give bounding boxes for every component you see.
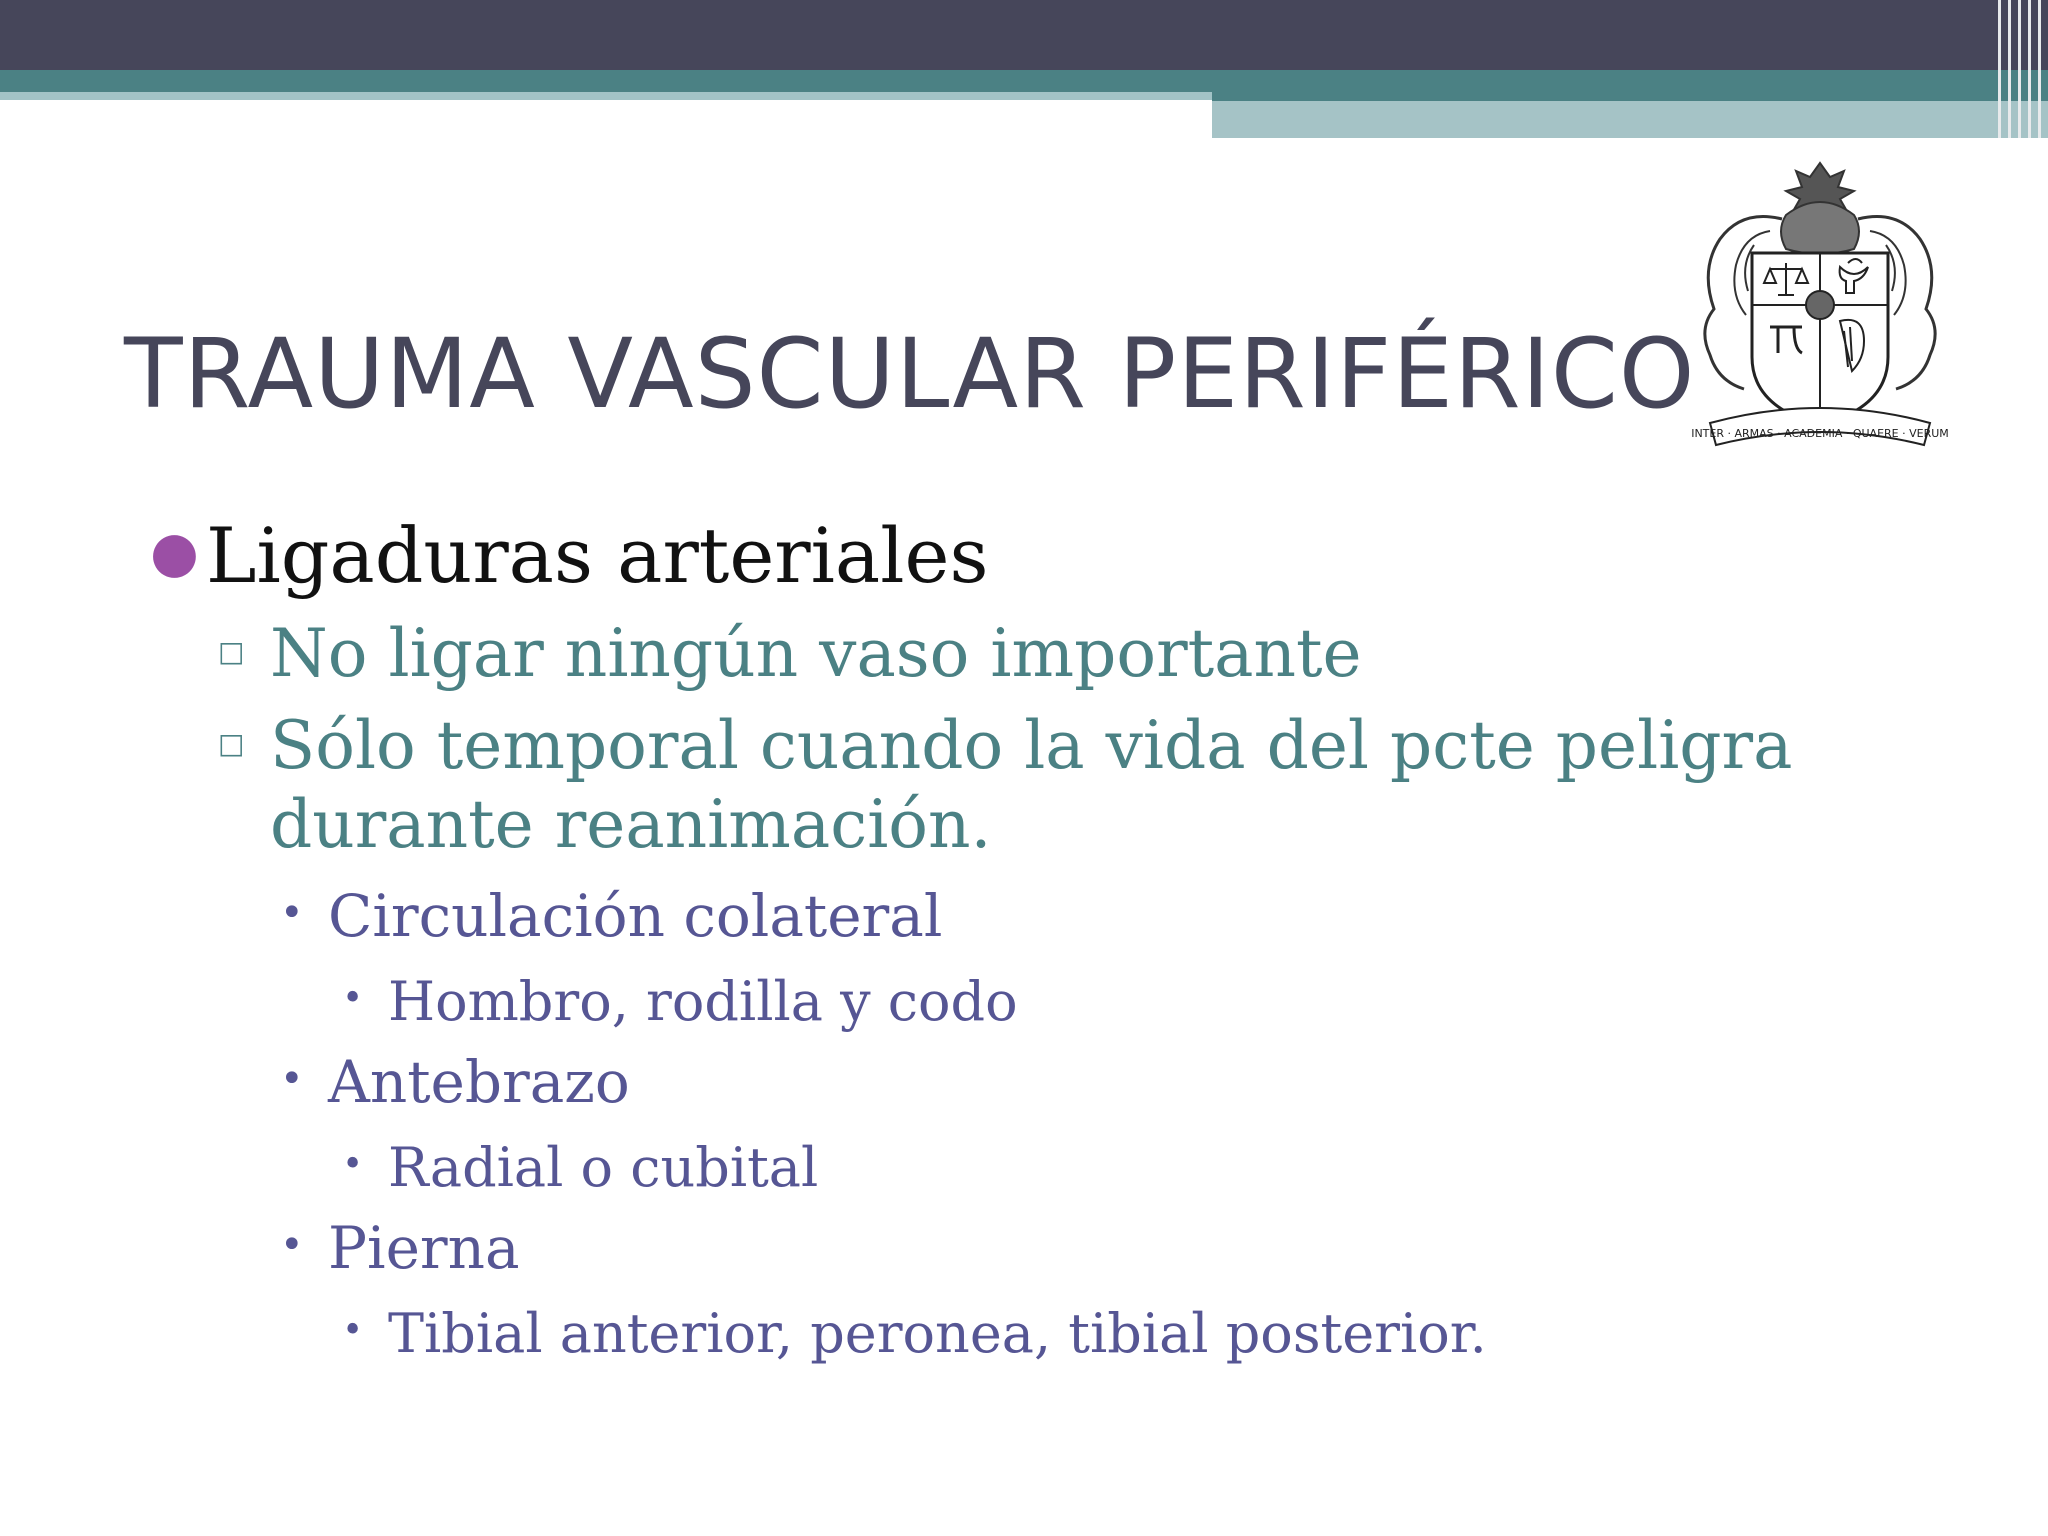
crest-motto: INTER · ARMAS · ACADEMIA · QUAERE · VERUM [1691, 427, 1949, 440]
bullet-level1-item [150, 510, 989, 601]
bullet-text: No ligar ningún vaso importante [270, 615, 1362, 692]
bullet-text: Hombro, rodilla y codo [388, 970, 1018, 1033]
bullet-text: Tibial anterior, peronea, tibial posterior. [388, 1302, 1487, 1365]
bullet-text-line1: Sólo temporal cuando la vida del pcte peligra [270, 707, 1793, 784]
bullet-level4-item [342, 970, 1018, 1035]
slide-title: TRAUMA VASCULAR PERIFÉRICO [124, 318, 1696, 430]
bullet-level3-item [280, 882, 942, 952]
bullet-text-line2: durante reanimación. [270, 786, 992, 864]
bullet-dot-icon: • [342, 1144, 364, 1185]
bullet-level4-item [342, 1136, 818, 1201]
bullet-dot-icon: • [280, 1056, 304, 1102]
bullet-dot-icon: • [280, 890, 304, 936]
bullet-dot-icon: • [280, 1222, 304, 1268]
bullet-text [270, 706, 1792, 864]
bullet-text: Circulación colateral [328, 882, 943, 950]
bullet-circle-icon: ● [150, 520, 199, 585]
bullet-text: Pierna [328, 1214, 520, 1282]
bullet-text: Ligaduras arteriales [206, 511, 989, 600]
bullet-level2-item [218, 706, 1792, 864]
bullet-level3-item [280, 1048, 630, 1118]
bullet-dot-icon: • [342, 978, 364, 1019]
bullet-text: Antebrazo [328, 1048, 630, 1116]
bullet-text: Radial o cubital [388, 1136, 819, 1199]
bullet-square-icon: □ [218, 727, 245, 760]
bullet-square-icon: □ [218, 635, 245, 668]
bullet-level3-item [280, 1214, 520, 1284]
bullet-level2-item [218, 614, 1362, 693]
bullet-level4-item [342, 1302, 1487, 1367]
bullet-dot-icon: • [342, 1310, 364, 1351]
